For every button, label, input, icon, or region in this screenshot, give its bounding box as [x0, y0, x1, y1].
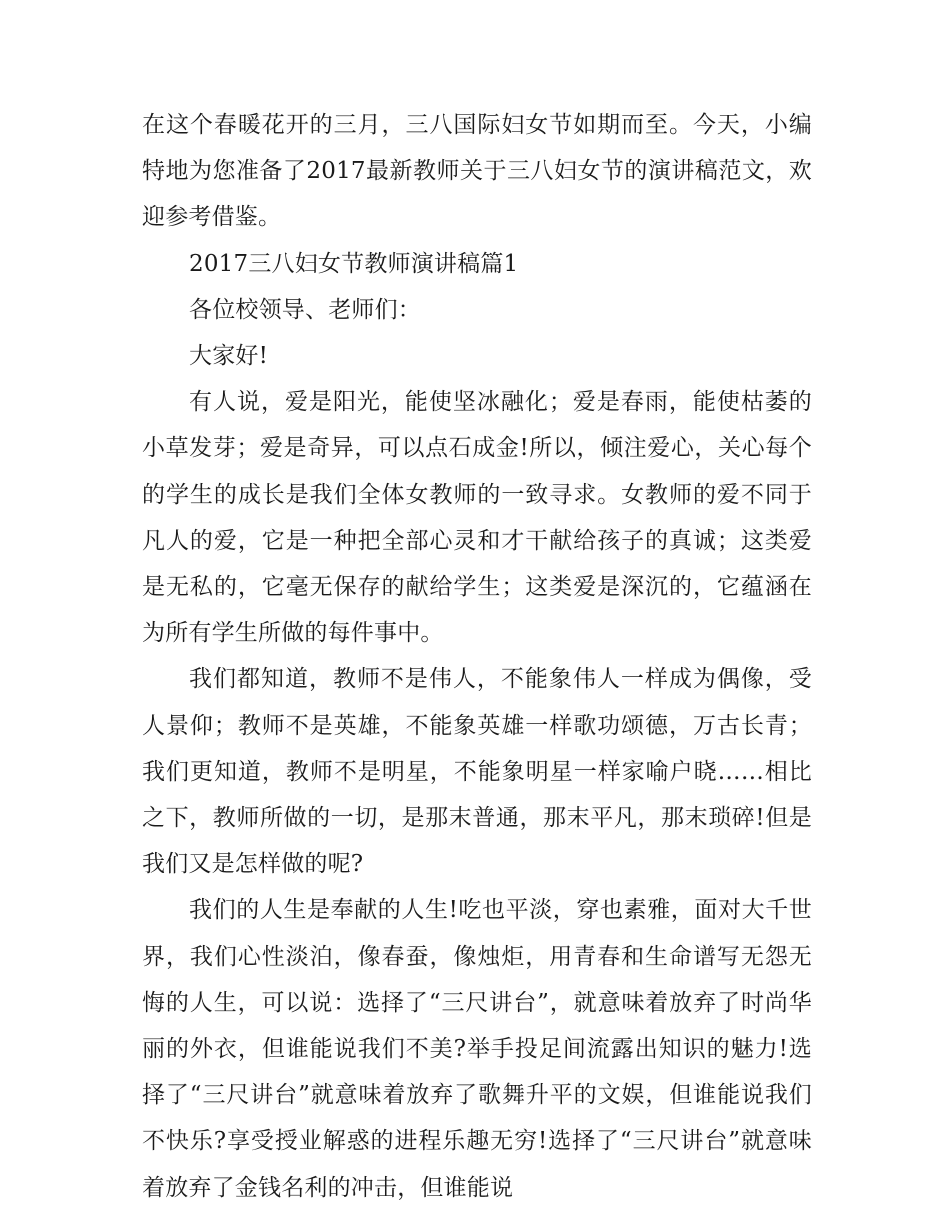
- greeting: 大家好!: [189, 343, 269, 370]
- body-paragraph: 我们的人生是奉献的人生!吃也平淡，穿也素雅，面对大千世界，我们心性淡泊，像春蚕，像烛炬，用青春和生命谱写无怨无悔的人生，可以说：选择了“三尺讲台”，就意味着放弃了时尚华丽的外衣，但谁能说我们不美?举手投足间流露出知识的魅力!选择了“三尺讲台”就意味着放弃了歌舞升平的文娱，但谁能说我们不快乐?享受授业解惑的进程乐趣无穷!选择了“三尺讲台”就意味着放弃了金钱名利的冲击，但谁能说: [142, 897, 812, 1201]
- body-paragraph: 有人说，爱是阳光，能使坚冰融化；爱是春雨，能使枯萎的小草发芽；爱是奇异，可以点石成金!所以，倾注爱心，关心每个的学生的成长是我们全体女教师的一致寻求。女教师的爱不同于凡人的爱，它是一种把全部心灵和才干献给孩子的真诚；这类爱是无私的，它毫无保存的献给学生；这类爱是深沉的，它蕴涵在为所有学生所做的每件事中。: [142, 389, 812, 647]
- intro-paragraph: 在这个春暖花开的三月，三八国际妇女节如期而至。今天，小编特地为您准备了2017最新教师关于三八妇女节的演讲稿范文，欢迎参考借鉴。: [142, 112, 812, 231]
- document-body: [142, 102, 812, 1211]
- body-paragraph: 我们都知道，教师不是伟人，不能象伟人一样成为偶像，受人景仰；教师不是英雄，不能象英雄一样歌功颂德，万古长青；我们更知道，教师不是明星，不能象明星一样家喻户晓……相比之下，教师所做的一切，是那末普通，那末平凡，那末琐碎!但是我们又是怎样做的呢?: [142, 666, 812, 878]
- salutation: 各位校领导、老师们：: [189, 296, 421, 323]
- speech-title: 2017三八妇女节教师演讲稿篇1: [189, 250, 519, 277]
